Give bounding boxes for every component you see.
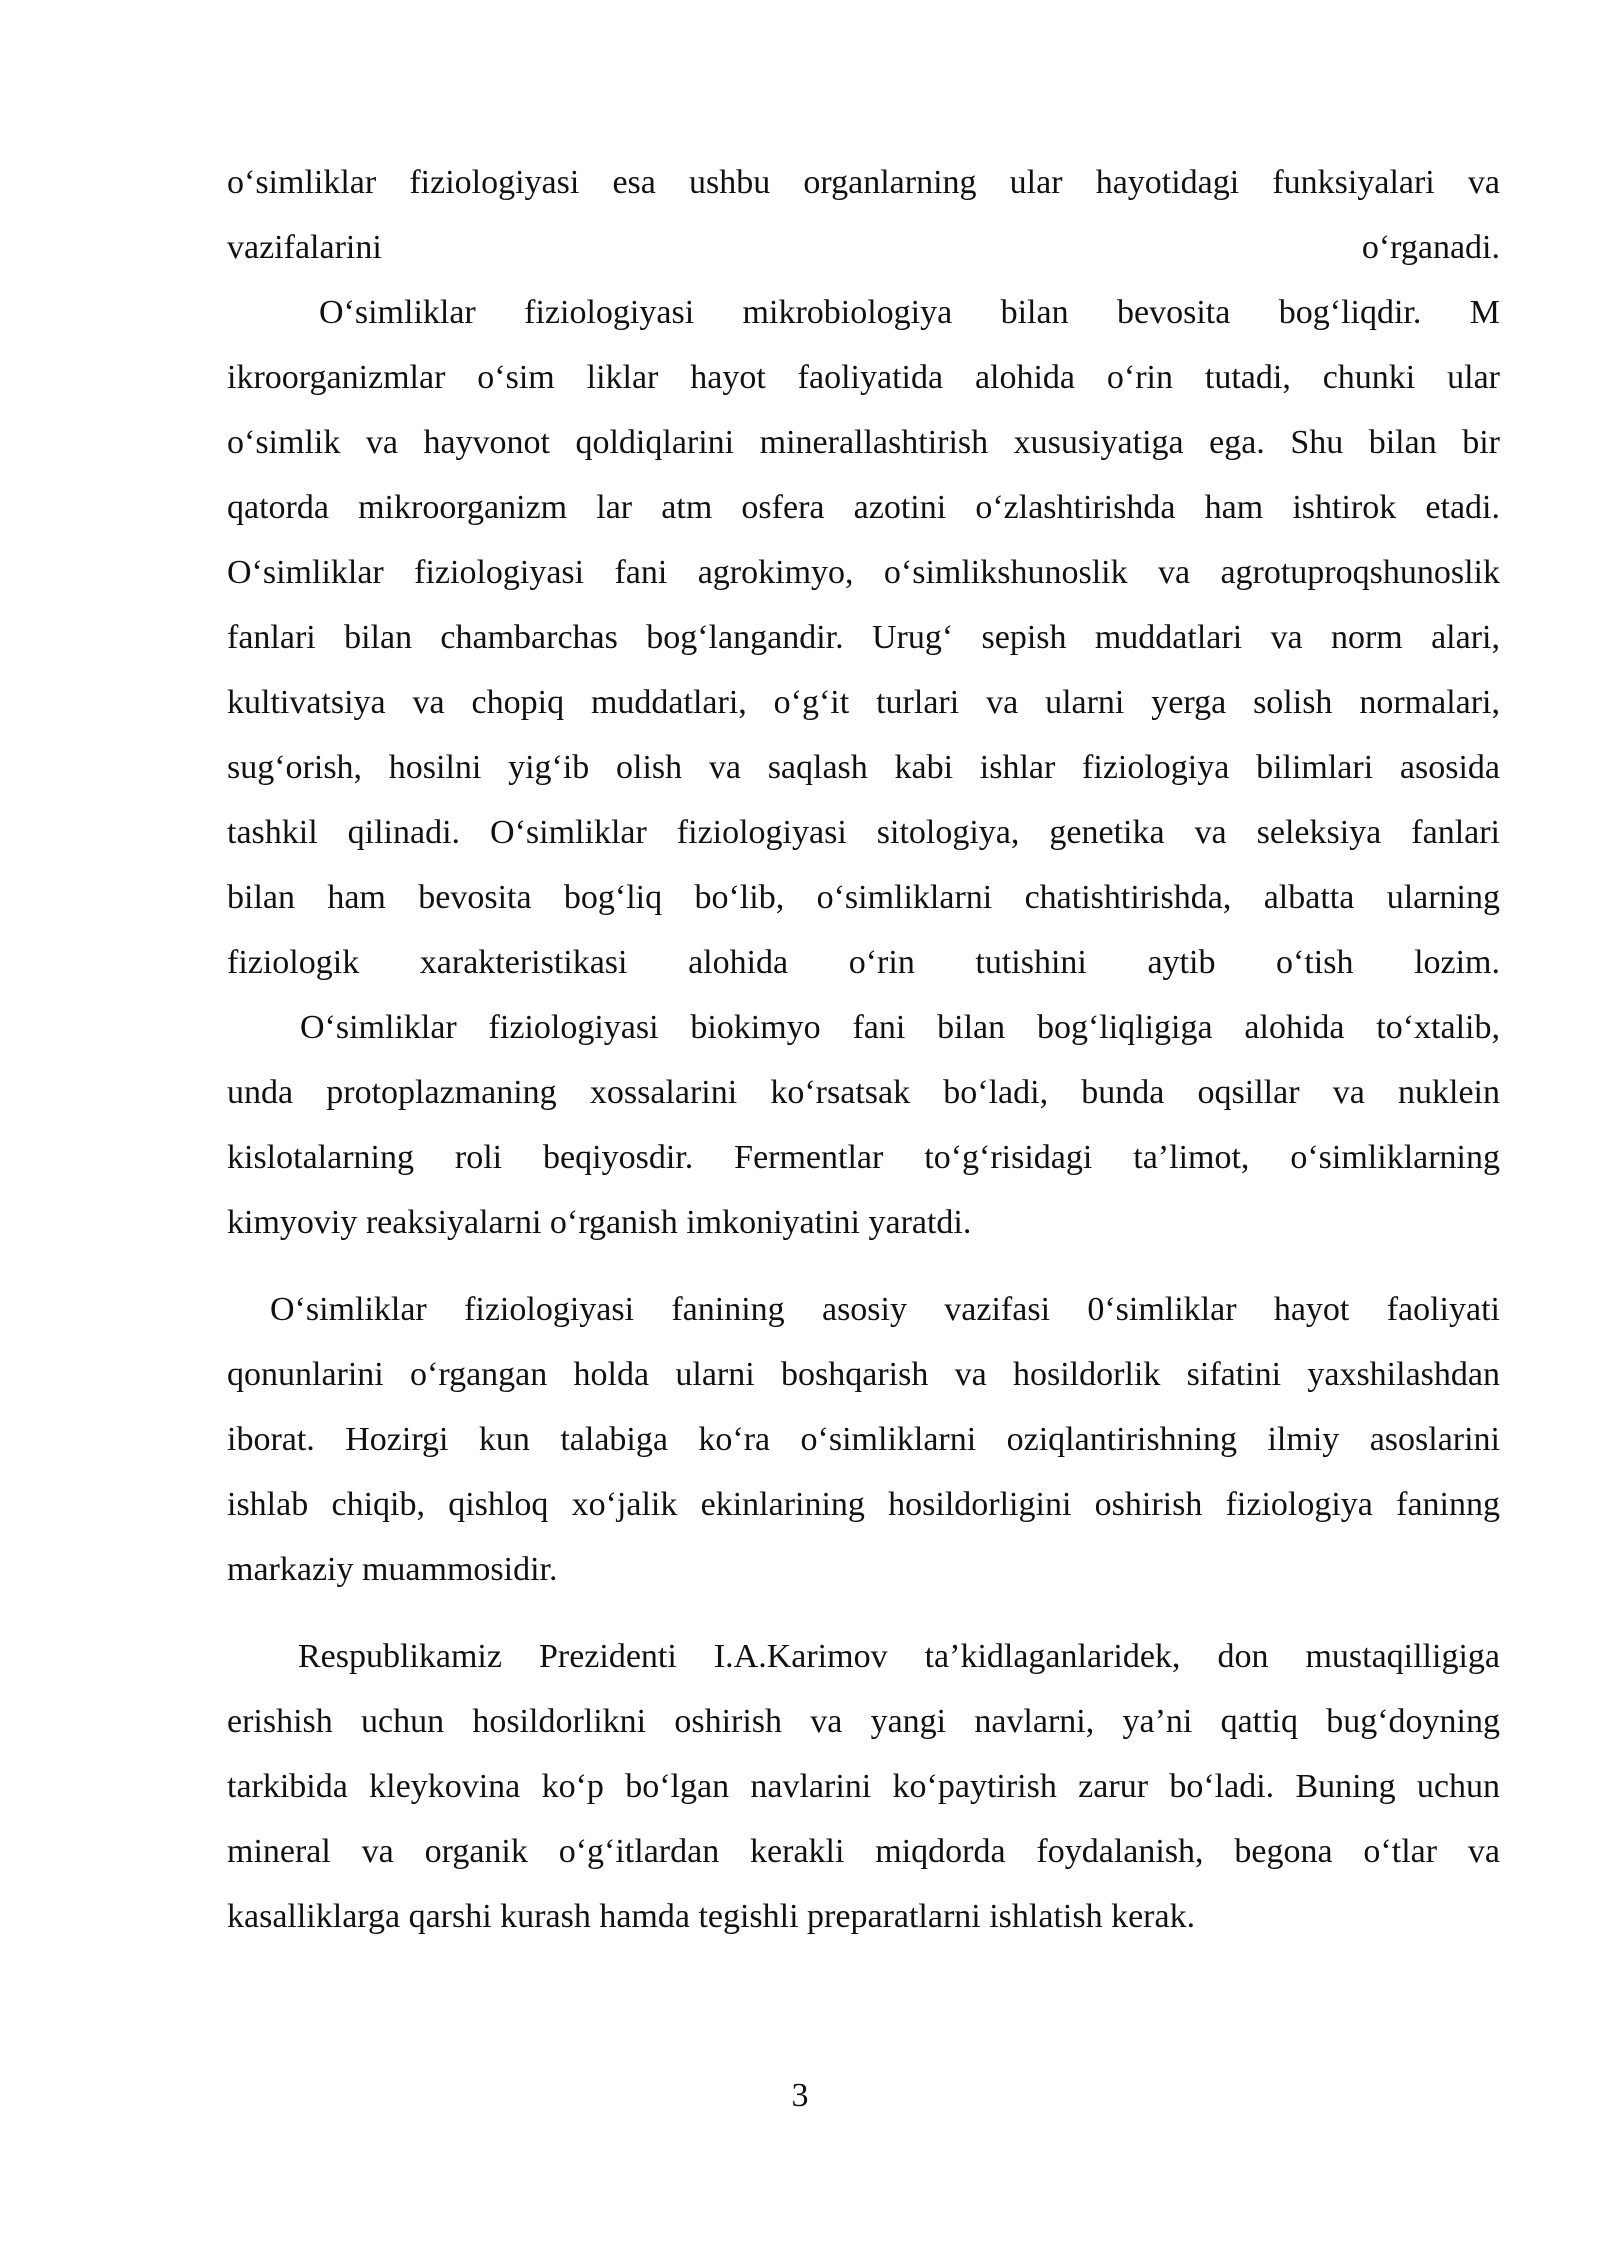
text-line: unda protoplazmaning xossalarini ko‘rsatsak bo‘ladi, bunda oqsillar va nuklein — [227, 1074, 1500, 1111]
text-line: tashkil qilinadi. O‘simliklar fiziologiyasi sitologiya, genetika va seleksiya fanlari — [227, 814, 1500, 851]
text-line: kimyoviy reaksiyalarni o‘rganish imkoniyatini yaratdi. — [227, 1204, 972, 1241]
text-line: qatorda mikroorganizm lar atm osfera azotini o‘zlashtirishda ham ishtirok etadi. — [227, 489, 1500, 526]
text-line: kultivatsiya va chopiq muddatlari, o‘g‘it turlari va ularni yerga solish normalari, — [227, 684, 1500, 721]
text-line: O‘simliklar fiziologiyasi biokimyo fani bilan bog‘liqligiga alohida to‘xtalib, — [300, 1009, 1500, 1046]
text-line: kislotalarning roli beqiyosdir. Fermentlar to‘g‘risidagi ta’limot, o‘simliklarning — [227, 1139, 1500, 1176]
text-line: ikroorganizmlar o‘sim liklar hayot faoliyatida alohida o‘rin tutadi, chunki ular — [227, 359, 1500, 396]
text-line: qonunlarini o‘rgangan holda ularni boshqarish va hosildorlik sifatini yaxshilashdan — [227, 1356, 1500, 1393]
text-line: O‘simliklar fiziologiyasi fani agrokimyo, o‘simlikshunoslik va agrotuproqshunoslik — [227, 554, 1500, 591]
text-line: ishlab chiqib, qishloq xo‘jalik ekinlarining hosildorligini oshirish fiziologiya faninng — [227, 1486, 1500, 1523]
text-line: O‘simliklar fiziologiyasi fanining asosiy vazifasi 0‘simliklar hayot faoliyati — [270, 1291, 1500, 1328]
text-line: fiziologik xarakteristikasi alohida o‘rin tutishini aytib o‘tish lozim. — [227, 944, 1500, 981]
text-line: markaziy muammosidir. — [227, 1551, 558, 1588]
paragraph-gap — [227, 1255, 1500, 1277]
text-line: Respublikamiz Prezidenti I.A.Karimov ta’kidlaganlaridek, don mustaqilligiga — [298, 1638, 1500, 1675]
text-line: mineral va organik o‘g‘itlardan kerakli miqdorda foydalanish, begona o‘tlar va — [227, 1833, 1500, 1870]
text-line: vazifalarini o‘rganadi. — [227, 229, 1500, 266]
text-line: O‘simliklar fiziologiyasi mikrobiologiya bilan bevosita bog‘liqdir. M — [319, 294, 1500, 331]
text-line: kasalliklarga qarshi kurash hamda tegishli preparatlarni ishlatish kerak. — [227, 1898, 1196, 1935]
text-line: erishish uchun hosildorlikni oshirish va yangi navlarni, ya’ni qattiq bug‘doyning — [227, 1703, 1500, 1740]
text-line: sug‘orish, hosilni yig‘ib olish va saqlash kabi ishlar fiziologiya bilimlari asosida — [227, 749, 1500, 786]
text-line: iborat. Hozirgi kun talabiga ko‘ra o‘simliklarni oziqlantirishning ilmiy asoslarini — [227, 1421, 1500, 1458]
text-line: o‘simlik va hayvonot qoldiqlarini minerallashtirish xususiyatiga ega. Shu bilan bir — [227, 424, 1500, 461]
text-line: o‘simliklar fiziologiyasi esa ushbu organlarning ular hayotidagi funksiyalari va — [227, 164, 1500, 201]
text-line: fanlari bilan chambarchas bog‘langandir. Urug‘ sepish muddatlari va norm alari, — [227, 619, 1500, 656]
paragraph-gap — [227, 1602, 1500, 1624]
document-body — [227, 150, 1500, 1949]
page-number: 3 — [791, 2077, 809, 2114]
text-line: bilan ham bevosita bog‘liq bo‘lib, o‘simliklarni chatishtirishda, albatta ularning — [227, 879, 1500, 916]
text-line: tarkibida kleykovina ko‘p bo‘lgan navlarini ko‘paytirish zarur bo‘ladi. Buning uchun — [227, 1768, 1500, 1805]
